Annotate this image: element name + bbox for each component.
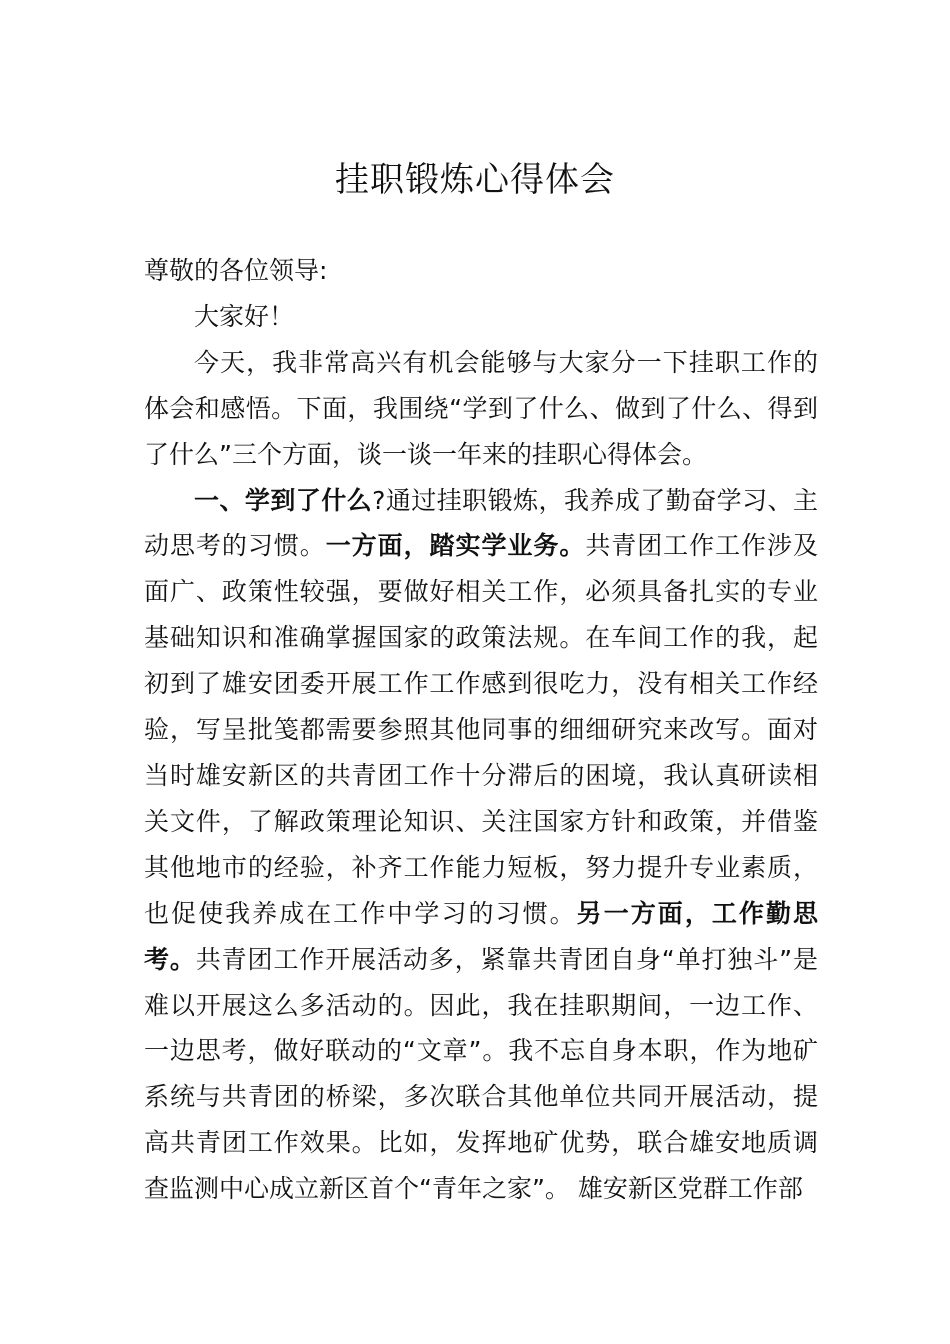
section-1-subheading-2: 另一方面，工作勤思考。 [144, 898, 818, 974]
document-title: 挂职锻炼心得体会 [335, 160, 615, 200]
section-1-heading: 一、学到了什么 [194, 485, 373, 515]
section-1-subheading-1: 一方面，踏实学业务。 [325, 531, 586, 561]
section-1-text-c: 共青团工作开展活动多，紧靠共青团自身“单打独斗”是难以开展这么多活动的。因此，我在挂职期间，一边工作、一边思考，做好联动的“文章”。我不忘自身本职，作为地矿系统与共青团的桥梁，多次联合其他单位共同开展活动，提高共青团工作效果。比如，发挥地矿优势，联合雄安地质调查监测中心成立新区首个“青年之家”。 雄安新区党群工作部 [144, 944, 818, 1204]
salutation: 尊敬的各位领导: [144, 256, 328, 285]
intro-paragraph: 今天，我非常高兴有机会能够与大家分一下挂职工作的体会和感悟。下面，我围绕“学到了什么、做到了什么、得到了什么”三个方面，谈一谈一年来的挂职心得体会。 [144, 347, 818, 469]
section-1-paragraph [144, 478, 818, 1213]
greeting: 大家好！ [194, 301, 295, 331]
section-1-text-a: ?通过挂职锻炼，我养成了勤奋学习、主动思考的习惯。 [144, 485, 818, 561]
document-body [144, 248, 818, 1212]
section-1-text-b: 共青团工作工作涉及面广、政策性较强，要做好相关工作，必须具备扎实的专业基础知识和准确掌握国家的政策法规。在车间工作的我，起初到了雄安团委开展工作工作感到很吃力，没有相关工作经验，写呈批笺都需要参照其他同事的细细研究来改写。面对当时雄安新区的共青团工作十分滞后的困境，我认真研读相关文件，了解政策理论知识、关注国家方针和政策，并借鉴其他地市的经验，补齐工作能力短板，努力提升专业素质， 也促使我养成在工作中学习的习惯。 [144, 531, 818, 928]
